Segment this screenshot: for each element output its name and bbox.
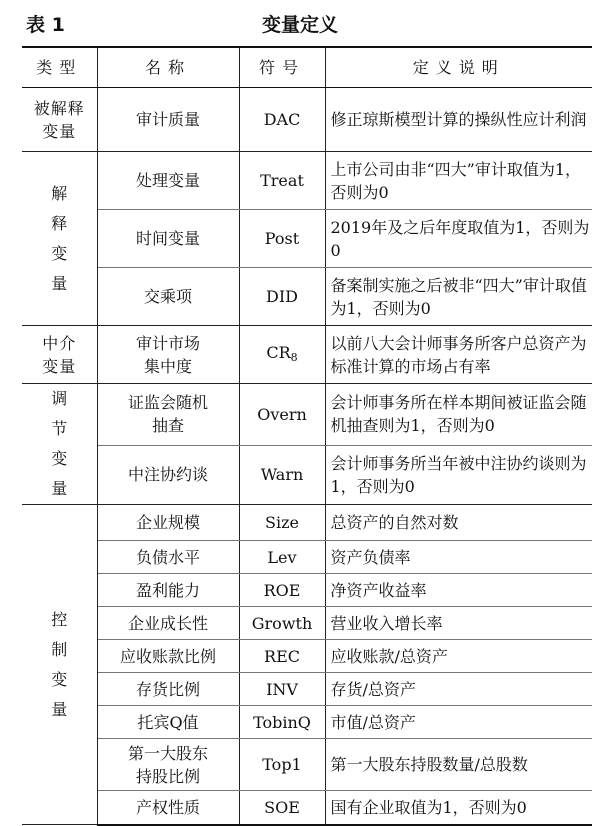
variable-symbol-text: Top1 [262, 755, 302, 774]
variable-name-text: 产权性质 [135, 797, 200, 817]
table-row [22, 445, 592, 504]
variable-type-text: 变 [51, 669, 68, 689]
table-row [22, 505, 592, 541]
variable-name-text: 审计市场 [135, 333, 200, 353]
variable-definition-cell [325, 541, 592, 574]
variable-definition-text: 2019年及之后年度取值为1，否则为0 [330, 217, 590, 260]
variable-definition-cell [325, 505, 592, 541]
variable-symbol-cell [239, 541, 325, 574]
variable-symbol-text: Size [265, 513, 299, 532]
variable-definition-text: 营业收入增长率 [330, 613, 443, 633]
table-row [22, 88, 592, 152]
variable-name-cell [97, 739, 239, 791]
variable-type-text: 控 [51, 609, 68, 629]
variable-name-text: 第一大股东 [127, 743, 208, 763]
variable-name-cell [97, 445, 239, 504]
variable-definition-table [22, 46, 592, 826]
table-row [22, 152, 592, 210]
variable-name-cell [97, 268, 239, 326]
table-row [22, 210, 592, 268]
table-row [22, 574, 592, 607]
table-row [22, 326, 592, 384]
variable-symbol-cell [239, 640, 325, 673]
variable-definition-cell [325, 607, 592, 640]
variable-definition-cell [325, 640, 592, 673]
variable-definition-text: 以前八大会计师事务所客户总资产为标准计算的市场占有率 [330, 333, 587, 376]
table-row [22, 706, 592, 739]
variable-name-cell [97, 673, 239, 706]
variable-name-cell [97, 152, 239, 210]
variable-definition-cell [325, 791, 592, 825]
table-row [22, 640, 592, 673]
table-number: 表 1 [26, 14, 65, 36]
variable-symbol-text: SOE [264, 797, 300, 817]
variable-definition-text: 修正琼斯模型计算的操纵性应计利润 [330, 110, 587, 129]
variable-type-cell [22, 505, 97, 825]
variable-symbol-subscript: 8 [290, 350, 298, 364]
variable-symbol-text: Overn [257, 404, 307, 424]
variable-symbol-text: DAC [263, 110, 301, 129]
variable-definition-text: 总资产的自然对数 [330, 513, 459, 532]
variable-symbol-cell [239, 739, 325, 791]
variable-name-text: 时间变量 [135, 229, 200, 248]
table-row [22, 607, 592, 640]
table-title: 变量定义 [261, 14, 338, 36]
variable-symbol-cell [239, 152, 325, 210]
variable-symbol-cell [239, 791, 325, 825]
variable-symbol-cell [239, 88, 325, 152]
variable-type-text: 量 [51, 699, 68, 719]
variable-definition-cell [325, 673, 592, 706]
variable-symbol-text: DID [266, 287, 298, 306]
variable-type-text: 节 [51, 419, 68, 438]
variable-name-text: 交乘项 [143, 287, 192, 306]
header-symbol: 符号 [239, 47, 325, 88]
table-body [22, 88, 592, 825]
variable-name-text: 盈利能力 [135, 580, 200, 600]
variable-name-cell [97, 210, 239, 268]
variable-name-text: 抽查 [151, 416, 184, 436]
variable-symbol-text: Post [264, 229, 300, 248]
variable-symbol-text: Lev [267, 547, 297, 567]
variable-symbol-cell [239, 326, 325, 384]
variable-name-text: 审计质量 [135, 110, 200, 129]
variable-symbol-cell [239, 210, 325, 268]
variable-name-cell [97, 574, 239, 607]
variable-symbol-text: TobinQ [253, 712, 311, 732]
variable-type-cell [22, 152, 97, 326]
variable-name-cell [97, 607, 239, 640]
variable-type-cell [22, 384, 97, 505]
variable-symbol-text: ROE [263, 580, 301, 600]
variable-definition-cell [325, 88, 592, 152]
variable-name-text: 负债水平 [135, 547, 200, 567]
variable-definition-cell [325, 706, 592, 739]
table-row [22, 541, 592, 574]
variable-type-text: 调 [51, 389, 68, 408]
table-header-row [22, 47, 592, 88]
variable-symbol-text: Growth [251, 613, 313, 633]
variable-name-cell [97, 706, 239, 739]
variable-type-text: 制 [51, 639, 68, 659]
variable-type-text: 中介 [42, 333, 77, 353]
variable-name-cell [97, 88, 239, 152]
header-type: 类型 [22, 47, 97, 88]
variable-type-text: 量 [51, 273, 68, 293]
variable-definition-cell [325, 326, 592, 384]
variable-name-cell [97, 326, 239, 384]
table-row [22, 268, 592, 326]
variable-symbol-text: INV [266, 679, 298, 699]
variable-name-text: 处理变量 [135, 171, 200, 190]
variable-name-cell [97, 640, 239, 673]
variable-definition-cell [325, 268, 592, 326]
variable-type-cell [22, 88, 97, 152]
variable-definition-text: 存货/总资产 [330, 679, 416, 699]
variable-symbol-text: CR [266, 342, 291, 362]
variable-name-text: 证监会随机 [127, 393, 208, 413]
variable-symbol-cell [239, 505, 325, 541]
variable-name-text: 企业成长性 [127, 613, 208, 633]
variable-name-text: 企业规模 [135, 513, 200, 532]
variable-symbol-text: REC [264, 646, 300, 666]
variable-name-cell [97, 505, 239, 541]
table-caption [0, 0, 600, 44]
variable-symbol-cell [239, 673, 325, 706]
variable-name-cell [97, 384, 239, 446]
variable-name-text: 存货比例 [135, 679, 200, 699]
variable-definition-text: 资产负债率 [330, 547, 411, 567]
variable-symbol-cell [239, 706, 325, 739]
variable-type-text: 解 [51, 183, 68, 203]
variable-definition-cell [325, 574, 592, 607]
variable-name-text: 集中度 [143, 356, 192, 376]
table-row [22, 673, 592, 706]
variable-symbol-text: Warn [260, 465, 304, 485]
variable-type-text: 量 [51, 479, 68, 498]
variable-definition-text: 第一大股东持股数量/总股数 [330, 755, 528, 774]
variable-name-text: 持股比例 [135, 766, 200, 786]
variable-definition-text: 净资产收益率 [330, 580, 427, 600]
header-definition: 定义说明 [325, 47, 592, 88]
variable-symbol-cell [239, 268, 325, 326]
variable-symbol-cell [239, 574, 325, 607]
variable-symbol-cell [239, 384, 325, 446]
variable-symbol-cell [239, 445, 325, 504]
variable-type-text: 释 [51, 213, 68, 233]
variable-definition-cell [325, 210, 592, 268]
variable-definition-cell [325, 152, 592, 210]
variable-definition-text: 市值/总资产 [330, 712, 416, 732]
variable-name-text: 托宾Q值 [137, 712, 199, 732]
variable-definition-text: 会计师事务所当年被中注协约谈则为1，否则为0 [330, 453, 587, 496]
variable-name-cell [97, 541, 239, 574]
table-row [22, 791, 592, 825]
variable-definition-cell [325, 739, 592, 791]
variable-type-text: 变量 [42, 356, 77, 376]
variable-type-text: 变 [51, 243, 68, 263]
variable-type-text: 变 [51, 449, 68, 468]
variable-definition-text: 上市公司由非“四大”审计取值为1，否则为0 [330, 159, 582, 202]
variable-definition-cell [325, 445, 592, 504]
variable-type-cell [22, 326, 97, 384]
table-row [22, 739, 592, 791]
variable-symbol-text: Treat [260, 171, 304, 190]
variable-name-cell [97, 791, 239, 825]
variable-definition-text: 国有企业取值为1，否则为0 [330, 797, 527, 817]
variable-definition-cell [325, 384, 592, 446]
variable-definition-text: 备案制实施之后被非“四大”审计取值为1，否则为0 [330, 275, 587, 318]
variable-definition-text: 会计师事务所在样本期间被证监会随机抽查则为1，否则为0 [330, 393, 587, 436]
variable-name-text: 应收账款比例 [119, 646, 216, 666]
variable-symbol-cell [239, 607, 325, 640]
table-row [22, 384, 592, 446]
variable-type-text: 变量 [42, 121, 77, 141]
header-name: 名称 [97, 47, 239, 88]
variable-type-text: 被解释 [33, 98, 85, 118]
variable-name-text: 中注协约谈 [127, 465, 208, 485]
variable-definition-text: 应收账款/总资产 [330, 646, 448, 666]
